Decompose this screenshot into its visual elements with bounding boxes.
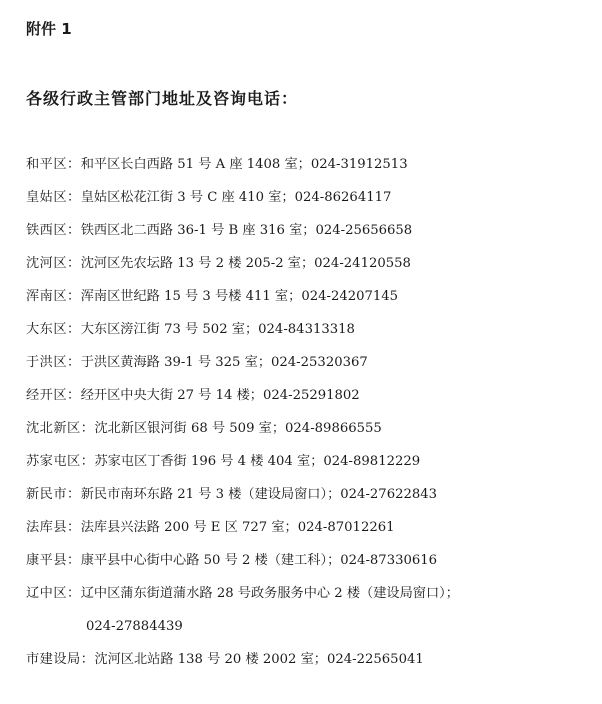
list-item xyxy=(26,220,586,253)
address: 康平县中心街中心路 50 号 2 楼（建工科）； xyxy=(80,553,341,568)
address: 苏家屯区丁香街 196 号 4 楼 404 室； xyxy=(94,454,324,469)
phone-number: 024-86264117 xyxy=(294,190,392,205)
list-item xyxy=(26,253,586,286)
district-name: 康平县： xyxy=(26,553,81,568)
district-name: 新民市： xyxy=(26,487,81,502)
list-item xyxy=(26,418,586,451)
address: 新民市南环东路 21 号 3 楼（建设局窗口）； xyxy=(80,487,341,502)
list-item xyxy=(26,154,586,187)
phone-number: 024-27884439 xyxy=(86,619,183,634)
district-name: 苏家屯区： xyxy=(26,454,95,469)
address: 浑南区世纪路 15 号 3 号楼 411 室； xyxy=(80,289,302,304)
list-item xyxy=(26,517,586,550)
phone-number: 024-87330616 xyxy=(340,553,438,568)
list-item xyxy=(26,286,586,319)
contact-list xyxy=(26,154,586,682)
attachment-label: 附件 1 xyxy=(26,20,72,38)
phone-number: 024-27622843 xyxy=(340,487,438,502)
phone-number: 024-22565041 xyxy=(326,652,424,667)
district-name: 大东区： xyxy=(26,322,81,337)
list-item xyxy=(26,649,586,682)
list-item xyxy=(26,319,586,352)
address: 皇姑区松花江街 3 号 C 座 410 室； xyxy=(80,190,295,205)
district-name: 法库县： xyxy=(26,520,81,535)
district-name: 经开区： xyxy=(26,388,81,403)
list-item xyxy=(26,484,586,517)
phone-number: 024-24120558 xyxy=(314,256,411,271)
phone-number: 024-87012261 xyxy=(297,520,395,535)
address: 于洪区黄海路 39-1 号 325 室； xyxy=(80,355,272,370)
address: 大东区滂江街 73 号 502 室； xyxy=(80,322,259,337)
address: 和平区长白西路 51 号 A 座 1408 室； xyxy=(80,157,311,172)
list-item xyxy=(26,550,586,583)
list-item xyxy=(26,385,586,418)
phone-number: 024-89812229 xyxy=(323,454,421,469)
address: 沈河区先农坛路 13 号 2 楼 205-2 室； xyxy=(80,256,315,271)
phone-number: 024-89866555 xyxy=(285,421,382,436)
phone-number: 024-31912513 xyxy=(310,157,408,172)
phone-number: 024-25656658 xyxy=(315,223,413,238)
list-item xyxy=(26,583,586,649)
district-name: 浑南区： xyxy=(26,289,81,304)
district-name: 和平区： xyxy=(26,157,81,172)
phone-number: 024-25320367 xyxy=(271,355,368,370)
address: 辽中区蒲东街道蒲水路 28 号政务服务中心 2 楼（建设局窗口）； xyxy=(80,586,459,601)
address: 沈北新区银河街 68 号 509 室； xyxy=(94,421,286,436)
address: 沈河区北站路 138 号 20 楼 2002 室； xyxy=(94,652,327,667)
district-name: 沈北新区： xyxy=(26,421,95,436)
address: 铁西区北二西路 36-1 号 B 座 316 室； xyxy=(80,223,316,238)
list-item xyxy=(26,451,586,484)
district-name: 铁西区： xyxy=(26,223,81,238)
district-name: 皇姑区： xyxy=(26,190,81,205)
district-name: 于洪区： xyxy=(26,355,81,370)
district-name: 沈河区： xyxy=(26,256,81,271)
list-item xyxy=(26,187,586,220)
phone-number: 024-25291802 xyxy=(262,388,360,403)
district-name: 市建设局： xyxy=(26,652,95,667)
phone-number: 024-24207145 xyxy=(301,289,399,304)
list-item xyxy=(26,352,586,385)
address: 经开区中央大街 27 号 14 楼； xyxy=(80,388,263,403)
phone-number: 024-84313318 xyxy=(258,322,355,337)
document-heading: 各级行政主管部门地址及咨询电话： xyxy=(26,89,299,108)
district-name: 辽中区： xyxy=(26,586,81,601)
address: 法库县兴法路 200 号 E 区 727 室； xyxy=(80,520,298,535)
